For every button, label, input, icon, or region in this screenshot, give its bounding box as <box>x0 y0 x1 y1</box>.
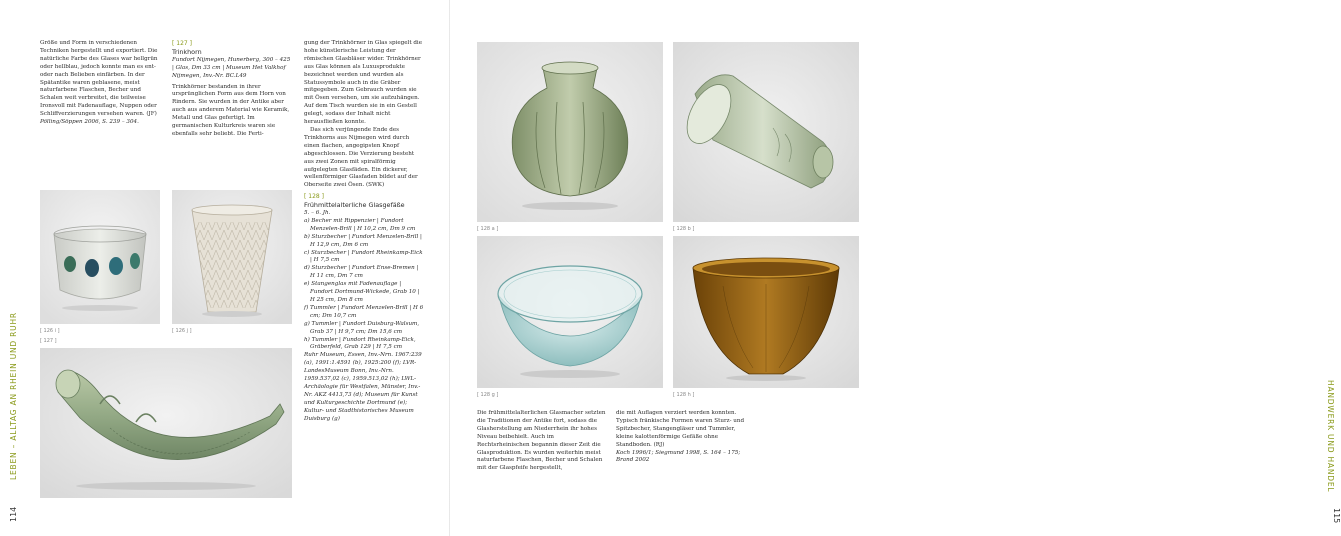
caption-126i: [ 126 i ] <box>40 328 60 334</box>
cat-item: b) Sturzbecher | Fundort Menzelen-Brill | H 12,9 cm, Dm 6 cm <box>304 233 422 248</box>
collection-info: Ruhr Museum, Essen, Inv.-Nrn. 1967:239 (a), 1991:1.4591 (b), 1925:200 (f); LVR-LandesMuseum Bonn, Inv.-Nrn. 1959.537,02 (c), 1959.513,02 (h); LWL-Archäologie für Westfalen, Münster, Inv.-Nr. AKZ 4413,73 (d); Museum für Kunst und Kulturgeschichte Dortmund (e); Kultur- und Stadthistorisches Museum Duisburg (g) <box>304 352 422 422</box>
cat-number-127: [ 127 ] <box>172 40 192 47</box>
right-page <box>450 0 1341 536</box>
caption-128h: [ 128 h ] <box>673 392 695 398</box>
cone-beaker-illustration <box>673 42 859 222</box>
horn-paragraph-2: Das sich verjüngende Ende des Trinkhorns aus Nijmegen wird durch einen flachen, angegipsten Knopf abgeschlossen. Die Verzierung besteht aus zwei Zonen mit spiralförmig aufgelegten Glasfäden. Ein dickerer, wellenförmiger Glasfaden bildet auf der Oberseite zwei Ösen. (SWK) <box>304 126 418 189</box>
early-medieval-paragraph: Die frühmittelalterlichen Glasmacher setzten die Traditionen der Antike fort, sodass die Glasherstellung am Niederrhein ihr hohes Niveau beibehielt. Auch im Rechtsrheinischen begannin dieser Zeit die Glasproduktion. Es wurden weiterhin meist naturfarbene Flaschen, Becher und Schalen mit der Glaspfeife hergestellt, <box>477 410 606 472</box>
caption-128b: [ 128 b ] <box>673 226 695 232</box>
cat-item: a) Becher mit Rippenzier | Fundort Menzelen-Brill | H 10,2 cm, Dm 9 cm <box>304 217 416 232</box>
photo-128b-cone-beaker <box>673 42 859 222</box>
photo-tall-beaker <box>172 190 292 324</box>
page-number-left: 114 <box>9 506 18 522</box>
beaker-blue-dots-illustration <box>40 190 160 324</box>
ribbed-beaker-illustration <box>477 42 663 222</box>
drinking-horn-illustration <box>40 348 292 498</box>
cat-item: h) Tummler | Fundort Rheinkamp-Eick, Gräberfeld, Grab 129 | H 7,5 cm <box>304 336 416 351</box>
caption-128a: [ 128 a ] <box>477 226 499 232</box>
cat-dating-128: 5. – 6. Jh. <box>304 210 331 217</box>
cat-item: f) Tummler | Fundort Menzelen-Brill | H 6 cm; Dm 10,7 cm <box>304 304 424 319</box>
caption-126j: [ 126 j ] <box>172 328 192 334</box>
cat-number-128: [ 128 ] <box>304 193 324 201</box>
drinking-horn-paragraph: Trinkhörner bestanden in ihrer ursprünglichen Form aus dem Horn von Rindern. Sie wurden in der Antike aber auch aus anderem Material wie Keramik, Metall und Glas gefertigt. Im germanischen Kulturkreis waren sie ebenfalls sehr beliebt. Die Ferti- <box>172 83 290 137</box>
caption-127: [ 127 ] <box>40 338 57 344</box>
aqua-bowl-illustration <box>477 236 663 388</box>
running-head-right: HANDWERK UND HANDEL <box>1326 380 1335 493</box>
photo-128h-amber-bowl <box>673 236 859 388</box>
page-number-right: 115 <box>1332 508 1341 524</box>
left-col-3 <box>304 40 424 424</box>
left-page <box>0 0 450 536</box>
frankish-forms-paragraph: die mit Auflagen verziert werden konnten. Typisch fränkische Formen waren Sturz- und Spitzbecher, Stangengläser und Tummler, kleine kalottenförmige Gefäße ohne Standboden. (RJ) <box>616 410 745 448</box>
cat-title-128: Frühmittelalterliche Glasgefäße <box>304 201 405 210</box>
cat-info-127: Fundort Nijmegen, Hunerberg, 300 – 425 | Glas, Dm 33 cm | Museum Het Valkhof Nijmegen, Inv.-Nr. BC.L49 <box>172 56 291 79</box>
right-col-2 <box>616 410 746 465</box>
photo-128g-aqua-bowl <box>477 236 663 388</box>
left-col-2 <box>172 40 292 139</box>
left-col-1 <box>40 40 158 127</box>
cat-item-list <box>304 218 424 352</box>
tall-beaker-illustration <box>172 190 292 324</box>
intro-paragraph: Größe und Form in verschiedenen Techniken hergestellt und exportiert. Die natürliche Farbe des Glases war hellgrün oder hellblau, jedoch konnte man es ent- oder nach Belieben einfärben. In der Spätantike waren geblasene, meist naturfarbene Flaschen, Becher und Schalen weit verbreitet, die teilweise Ironsvoll mit Fadenauflage, Nuppen oder Schliffverzierungen versehen waren. (JF) <box>40 40 158 118</box>
photo-drinking-horn <box>40 348 292 498</box>
amber-bowl-illustration <box>673 236 859 388</box>
cat-item: g) Tummler | Fundort Duisburg-Walsum, Grab 37 | H 9,7 cm; Dm 15,6 cm <box>304 320 420 335</box>
horn-paragraph-1: gung der Trinkhörner in Glas spiegelt die hohe künstlerische Leistung der römischen Glasbläser wider. Trinkhörner aus Glas können als Luxusprodukte bezeichnet werden und wurden als Statussymbole auch in die Gräber mitgegeben. Zum Gebrauch wurden sie mit Ösen versehen, um sie aufzuhängen. Auf dem Tisch wurden sie in ein Gestell gelegt, sodass der Inhalt nicht herausfließen konnte. <box>304 40 423 126</box>
cat-title-127: Trinkhorn <box>172 47 202 56</box>
cat-item: d) Sturzbecher | Fundort Ense-Bremen | H 11 cm, Dm 7 cm <box>304 265 419 280</box>
frankish-reference: Koch 1996/1; Siegmund 1998, S. 164 – 175; Brand 2002 <box>616 449 741 464</box>
intro-reference: Pölling/Söppen 2006, S. 239 – 304. <box>40 119 139 126</box>
cat-item: e) Stangenglas mit Fadenauflage | Fundort Dortmund-Wickede, Grab 10 | H 25 cm, Dm 8 cm <box>304 281 420 303</box>
running-head-left: LEBEN – ALLTAG AN RHEIN UND RUHR <box>9 312 18 480</box>
photo-beaker-blue-dots <box>40 190 160 324</box>
photo-128a-ribbed-beaker <box>477 42 663 222</box>
caption-128g: [ 128 g ] <box>477 392 499 398</box>
cat-item: c) Sturzbecher | Fundort Rheinkamp-Eick | H 7,5 cm <box>304 249 423 264</box>
right-col-1 <box>477 410 607 473</box>
